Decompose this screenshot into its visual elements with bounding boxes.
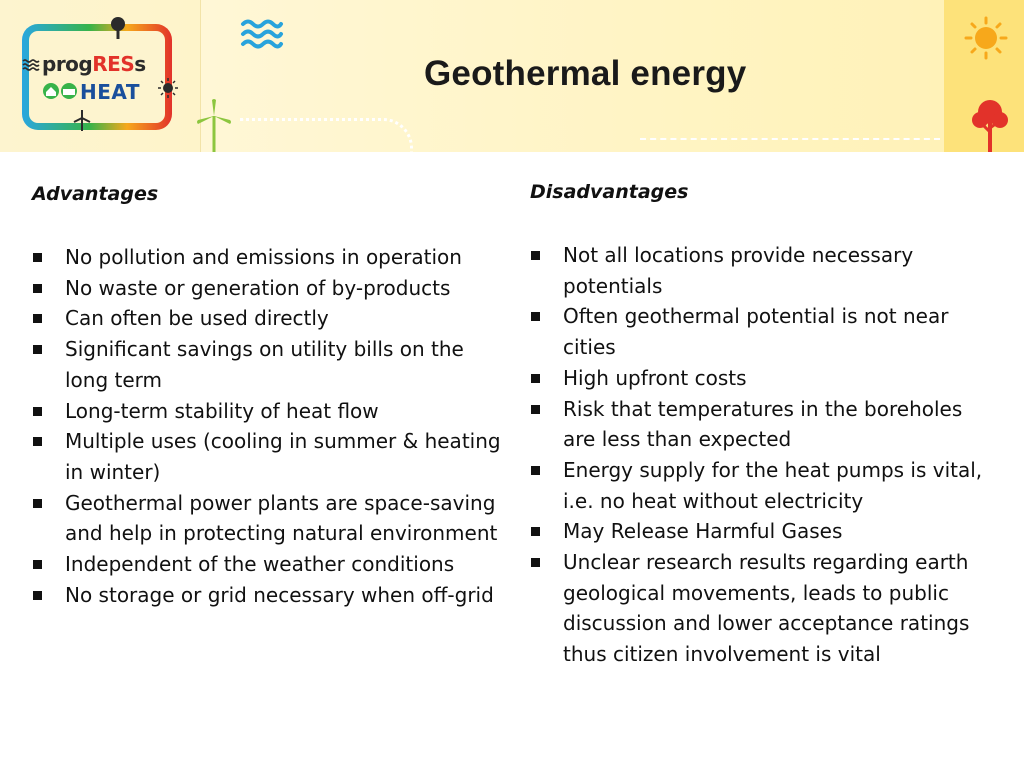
bullet-square-icon (33, 345, 42, 354)
decorative-dotted-curve (240, 118, 413, 152)
disadvantages-heading: Disadvantages (530, 181, 689, 203)
bullet-square-icon (531, 312, 540, 321)
disadvantages-list (530, 240, 1000, 670)
bullet-square-icon (33, 253, 42, 262)
list-item: Unclear research results regarding earth geological movements, leads to public discussion and lower acceptance ratings thus citizen involvement is vital (530, 547, 1000, 670)
logo-sun-icon (158, 78, 178, 98)
header-banner (0, 0, 1024, 152)
bullet-square-icon (531, 251, 540, 260)
tree-icon (970, 98, 1010, 152)
bullet-square-icon (531, 374, 540, 383)
bullet-square-icon (33, 437, 42, 446)
page-title: Geothermal energy (424, 54, 747, 93)
bullet-square-icon (531, 405, 540, 414)
list-item: Significant savings on utility bills on the long term (32, 334, 502, 395)
list-item: Multiple uses (cooling in summer & heating in winter) (32, 426, 502, 487)
bullet-square-icon (33, 284, 42, 293)
list-item: High upfront costs (530, 363, 1000, 394)
logo-waves-icon (22, 58, 40, 72)
water-waves-icon (240, 18, 284, 50)
list-item: No pollution and emissions in operation (32, 242, 502, 273)
list-item: Often geothermal potential is not near cities (530, 301, 1000, 362)
list-item: May Release Harmful Gases (530, 516, 1000, 547)
list-item: Geothermal power plants are space-saving and help in protecting natural environment (32, 488, 502, 549)
list-item: Long-term stability of heat flow (32, 396, 502, 427)
bullet-square-icon (33, 560, 42, 569)
bullet-square-icon (531, 527, 540, 536)
list-item: No storage or grid necessary when off-grid (32, 580, 502, 611)
sun-icon (964, 16, 1008, 60)
advantages-heading: Advantages (32, 183, 159, 205)
wind-turbine-icon (192, 98, 236, 152)
logo-frame (22, 24, 172, 130)
list-item: Can often be used directly (32, 303, 502, 334)
list-item: Not all locations provide necessary potentials (530, 240, 1000, 301)
bullet-square-icon (33, 499, 42, 508)
logo-house-icon (42, 82, 78, 100)
bullet-square-icon (531, 466, 540, 475)
logo-tree-icon (108, 16, 128, 40)
bullet-square-icon (33, 591, 42, 600)
logo-turbine-icon (72, 110, 92, 132)
list-item: Independent of the weather conditions (32, 549, 502, 580)
list-item: No waste or generation of by-products (32, 273, 502, 304)
bullet-square-icon (33, 314, 42, 323)
bullet-square-icon (531, 558, 540, 567)
advantages-list (32, 242, 502, 610)
list-item: Energy supply for the heat pumps is vital, i.e. no heat without electricity (530, 455, 1000, 516)
progress-heat-logo (22, 24, 174, 132)
logo-text-heat: HEAT (80, 80, 140, 104)
list-item: Risk that temperatures in the boreholes are less than expected (530, 394, 1000, 455)
bullet-square-icon (33, 407, 42, 416)
logo-text-progress: progRESs (42, 52, 146, 76)
decorative-dashed-line (640, 138, 940, 140)
